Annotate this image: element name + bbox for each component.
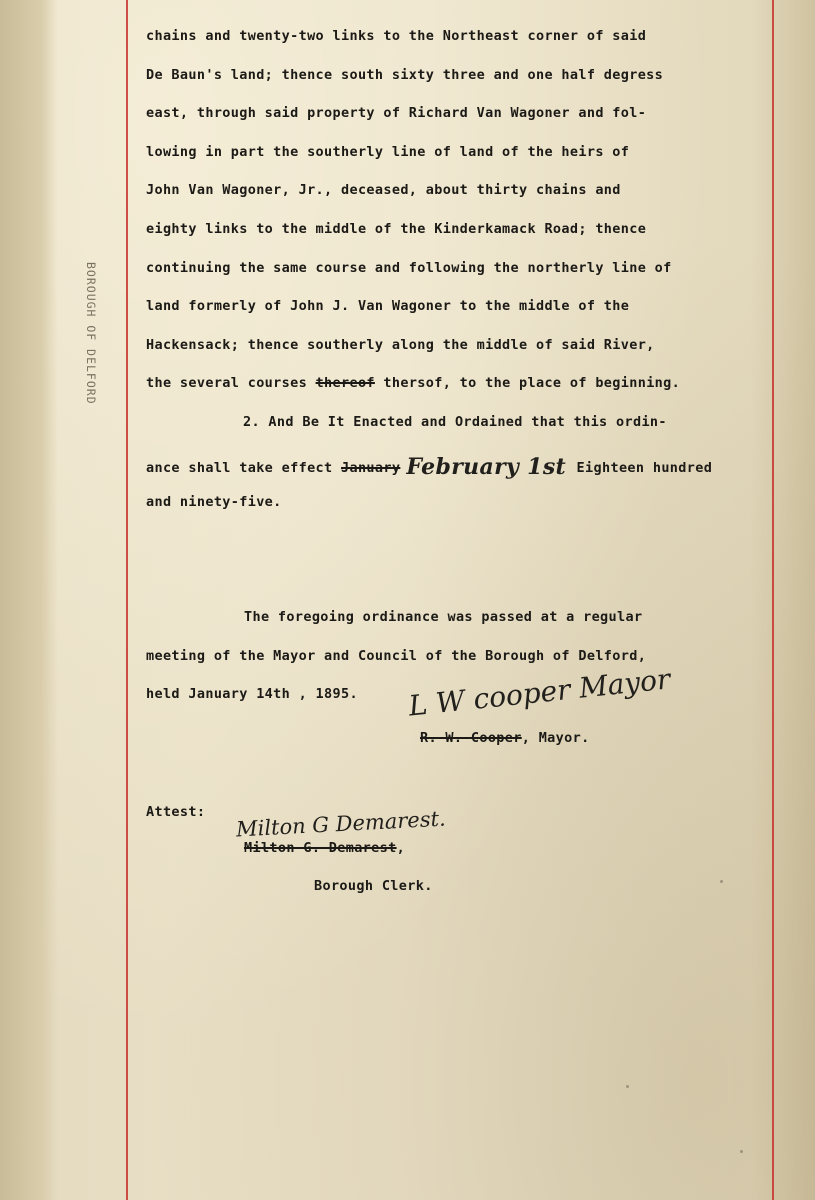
side-stamp-text: BOROUGH OF DELFORD — [84, 262, 98, 405]
line-text: the several courses — [146, 375, 316, 391]
paper-speck — [626, 1085, 629, 1088]
line-text: Eighteen hundred — [568, 460, 713, 476]
clerk-signature: Milton G Demarest. — [235, 806, 447, 842]
right-margin-rule — [772, 0, 774, 1200]
mayor-typed-name: R. W. Cooper — [420, 730, 522, 746]
text-line-corrected — [146, 375, 680, 391]
mayor-signature: L W cooper Mayor — [406, 662, 672, 723]
text-line: and ninety-five. — [146, 494, 282, 510]
struck-text: thereof — [315, 375, 375, 391]
text-line: De Baun's land; thence south sixty three and one half degress — [146, 67, 664, 83]
side-stamp — [64, 262, 114, 462]
text-line: chains and twenty-two links to the Northeast corner of said — [146, 28, 647, 44]
struck-text: January — [341, 460, 401, 476]
text-line: eighty links to the middle of the Kinderkamack Road; thence — [146, 221, 647, 237]
passage-line: meeting of the Mayor and Council of the Borough of Delford, — [146, 648, 647, 664]
text-line: John Van Wagoner, Jr., deceased, about thirty chains and — [146, 182, 621, 198]
clerk-signature-block — [244, 840, 405, 856]
left-margin-rule — [126, 0, 128, 1200]
section-2-heading-line: 2. And Be It Enacted and Ordained that this ordin- — [243, 414, 667, 430]
paper-speck — [720, 880, 723, 883]
passage-line: The foregoing ordinance was passed at a regular — [244, 609, 643, 625]
paper-speck — [740, 1150, 743, 1153]
line-text: ance shall take effect — [146, 460, 341, 476]
text-line: east, through said property of Richard Van Wagoner and fol- — [146, 105, 647, 121]
clerk-typed-suffix: , — [396, 840, 406, 856]
mayor-title: , Mayor. — [521, 730, 590, 746]
handwritten-date: February 1st — [406, 454, 567, 480]
text-line: lowing in part the southerly line of land of the heirs of — [146, 144, 630, 160]
passage-line: held January 14th , 1895. — [146, 686, 358, 702]
effective-date-line — [146, 454, 713, 480]
attest-label: Attest: — [146, 804, 206, 820]
binding-strip — [0, 0, 58, 1200]
line-text: thersof, to the place of beginning. — [374, 375, 681, 391]
mayor-signature-block — [420, 730, 590, 746]
text-line: continuing the same course and following the northerly line of — [146, 260, 672, 276]
clerk-typed-name: Milton G. Demarest — [244, 840, 397, 856]
text-line: land formerly of John J. Van Wagoner to the middle of the — [146, 298, 630, 314]
clerk-title: Borough Clerk. — [314, 878, 433, 894]
text-line: Hackensack; thence southerly along the middle of said River, — [146, 337, 655, 353]
